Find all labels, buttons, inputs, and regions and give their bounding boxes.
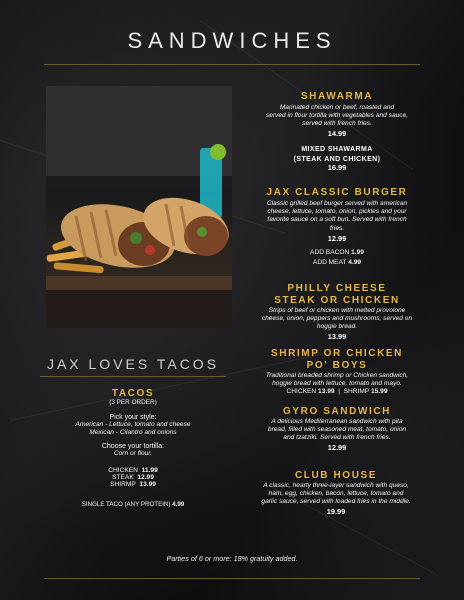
gratuity-note: Parties of 6 or more: 18% gratuity added.: [166, 554, 298, 563]
price-row: SHIRMP 13.99: [110, 480, 156, 488]
item-description: Traditional breaded shrimp or Chicken sandwich, hoggie bread with lettuce, tomato and mayo.: [265, 372, 409, 388]
menu-item-jax-classic-burger: [252, 187, 422, 266]
item-name: MIXED SHAWARMA: [301, 146, 373, 153]
tacos-section-title: JAX LOVES TACOS: [46, 356, 220, 372]
item-description: Strips of beef or chicken with melted provolone cheese, onion, peppers and mushrooms, served on hoggie bread.: [261, 307, 413, 331]
page-title: SANDWICHES: [127, 28, 337, 53]
item-name-line1: PHILLY CHEESE: [287, 283, 387, 294]
item-name-line1: SHRIMP OR CHICKEN: [270, 348, 404, 359]
item-name: JAX CLASSIC BURGER: [266, 187, 408, 198]
menu-item-gyro-sandwich: [252, 406, 422, 452]
style-options: American - Lettuce, tomato and cheese Mexican - Cilantro and onions: [75, 421, 191, 437]
menu-item-po-boys: [252, 348, 422, 395]
footer-divider: [44, 578, 420, 579]
menu-item-shawarma: [252, 91, 422, 138]
addon-meat: ADD MEAT 4.99: [312, 258, 362, 266]
tortilla-options: Corn or flour.: [113, 450, 153, 458]
item-description: Marinated chicken or beef, roasted and served in flour tortilla with vegetables and sauce, served with french fries.: [265, 104, 409, 128]
tacos-divider: [40, 376, 226, 377]
per-order-note: (3 PER ORDER): [109, 399, 157, 406]
item-price: 16.99: [327, 163, 347, 172]
item-name: GYRO SANDWICH: [282, 406, 392, 417]
item-name: TACOS: [111, 388, 155, 399]
item-description: Classic grilled beef burger served with american cheese, lettuce, tomato, onion, pickles and your favorite sauce on a soft bun. Served with french fries.: [266, 200, 408, 232]
addon-bacon: ADD BACON 1.99: [310, 248, 364, 256]
item-subtitle: (STEAK AND CHICKEN): [293, 156, 381, 163]
item-name: CLUB HOUSE: [294, 470, 378, 481]
tortilla-heading: Choose your tortilla:: [101, 443, 165, 451]
title-divider: [44, 64, 420, 65]
item-price: 19.99: [326, 506, 346, 516]
shawarma-photo-illustration: [46, 86, 232, 328]
item-price: 12.99: [327, 233, 347, 243]
item-price: 14.99: [327, 128, 347, 138]
menu-item-philly-cheese-steak: [252, 283, 422, 341]
item-name-line2: PO' BOYS: [306, 360, 368, 371]
item-description: A classic, hearty three-layer sandwich with queso, ham, egg, chicken, bacon, lettuce, tomato and garlic sauce, served with loaded fries in the middle.: [261, 482, 411, 506]
price-row: STEAK 12.99: [112, 473, 154, 481]
single-taco-price: SINGLE TACO (ANY PROTEIN) 4.99: [81, 500, 185, 508]
item-name-line2: STEAK OR CHICKEN: [274, 295, 400, 306]
taco-price-list: [40, 467, 226, 488]
item-price: 13.99: [327, 331, 347, 341]
menu-item-mixed-shawarma: [252, 146, 422, 172]
item-name: SHAWARMA: [300, 91, 374, 102]
menu-item-tacos: [40, 388, 226, 508]
item-prices: CHICKEN 13.99 | SHRIMP 15.99: [286, 388, 388, 396]
item-description: A delicious Mediterranean sandwich with pita bread, filled with seasoned meat, tomato, onion and tzatziki. Served with french fries.: [267, 418, 407, 442]
price-row: CHICKEN 11.99: [108, 466, 158, 474]
shawarma-photo: [46, 86, 232, 328]
menu-item-club-house: [246, 470, 426, 516]
style-heading: Pick your style:: [109, 414, 157, 421]
item-price: 12.99: [327, 442, 347, 452]
